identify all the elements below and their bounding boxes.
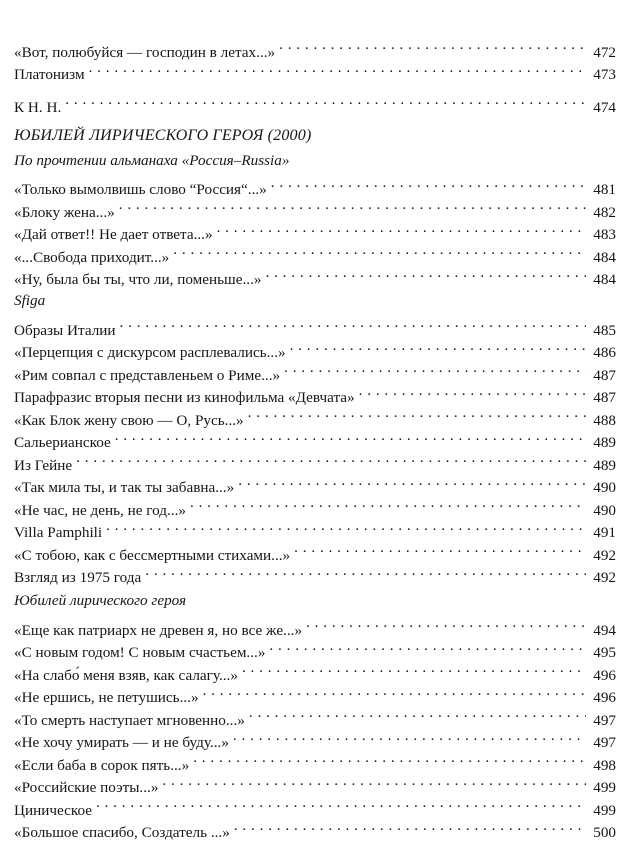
entry-title: «Так мила ты, и так ты забавна...» bbox=[14, 479, 235, 496]
dot-leader bbox=[359, 380, 586, 403]
entry-title: Парафразис вторыя песни из кинофильма «Девчата» bbox=[14, 389, 355, 406]
entry-page: 492 bbox=[593, 569, 616, 586]
entry-title: «Еще как патриарх не древен я, но все же...» bbox=[14, 621, 303, 639]
entry-title: «Только вымолвишь слово “Россия“...» bbox=[14, 181, 267, 198]
entry-title: «Российские поэты...» bbox=[14, 779, 159, 796]
entry-title: «Перцепция с дискурсом расплевались...» bbox=[14, 344, 286, 361]
entry-title: Сальерианское bbox=[14, 434, 111, 451]
entry-title: «С тобою, как с бессмертными стихами...» bbox=[14, 546, 291, 564]
dot-leader bbox=[119, 194, 586, 217]
dot-leader bbox=[115, 425, 586, 448]
entry-title: «...Свобода приходит...» bbox=[14, 248, 170, 266]
dot-leader bbox=[290, 335, 586, 358]
entry-page: 497 bbox=[593, 734, 616, 751]
entry-title: Образы Италии bbox=[14, 321, 116, 339]
group-heading-sfiga: Sfiga bbox=[14, 292, 46, 309]
entry-page: 472 bbox=[593, 43, 616, 61]
entry-title: «Рим совпал с представленьем о Риме...» bbox=[14, 366, 281, 384]
group-heading-almanac: По прочтении альманаха «Россия–Russia» bbox=[14, 151, 290, 169]
dot-leader bbox=[248, 402, 586, 425]
entry-page: 500 bbox=[593, 824, 616, 841]
entry-page: 499 bbox=[593, 779, 616, 796]
dot-leader bbox=[120, 312, 586, 335]
toc-entry bbox=[14, 57, 616, 83]
toc-entry bbox=[14, 172, 616, 198]
entry-page: 499 bbox=[593, 801, 616, 819]
entry-title: «На слабо́ меня взяв, как салагу...» bbox=[14, 666, 238, 684]
table-of-contents bbox=[14, 34, 616, 841]
dot-leader bbox=[89, 57, 586, 80]
entry-title: «Ну, была бы ты, что ли, поменьше...» bbox=[14, 271, 262, 288]
toc-entry bbox=[14, 447, 616, 474]
entry-page: 481 bbox=[593, 181, 616, 198]
entry-title: «Не час, не день, не год...» bbox=[14, 501, 186, 519]
entry-page: 488 bbox=[593, 411, 616, 429]
toc-entry bbox=[14, 312, 616, 339]
entry-page: 495 bbox=[593, 644, 616, 661]
toc-entry bbox=[14, 792, 616, 819]
toc-entry bbox=[14, 470, 616, 496]
entry-page: 497 bbox=[593, 711, 616, 729]
dot-leader bbox=[217, 217, 586, 240]
dot-leader bbox=[145, 560, 586, 583]
dot-leader bbox=[242, 657, 586, 680]
entry-page: 492 bbox=[593, 546, 616, 564]
entry-page: 484 bbox=[593, 248, 616, 266]
entry-title: «Не ершись, не петушись...» bbox=[14, 689, 199, 706]
entry-title: «Дай ответ!! Не дает ответа...» bbox=[14, 226, 213, 243]
dot-leader bbox=[249, 702, 586, 725]
group-sfiga-entries bbox=[14, 312, 616, 586]
group-jubilee-entries bbox=[14, 612, 616, 841]
entry-title: Циническое bbox=[14, 801, 92, 819]
entry-title: Платонизм bbox=[14, 66, 85, 83]
dot-leader bbox=[306, 612, 586, 635]
dot-leader bbox=[65, 89, 586, 112]
entry-page: 498 bbox=[593, 756, 616, 774]
section-title: ЮБИЛЕЙ ЛИРИЧЕСКОГО ГЕРОЯ (2000) bbox=[14, 126, 312, 144]
entry-title: Из Гейне bbox=[14, 456, 73, 474]
dot-leader bbox=[193, 747, 586, 770]
entry-title: Villa Pamphili bbox=[14, 524, 103, 541]
entry-page: 487 bbox=[593, 366, 616, 384]
dot-leader bbox=[271, 172, 586, 195]
dot-leader bbox=[265, 262, 586, 285]
entry-page: 489 bbox=[593, 456, 616, 474]
entry-page: 489 bbox=[593, 434, 616, 451]
entry-title: «Вот, полюбуйся — господин в летах...» bbox=[14, 43, 276, 61]
top-entries bbox=[14, 34, 616, 83]
group-heading-jubilee: Юбилей лирического героя bbox=[14, 592, 187, 609]
spacer bbox=[14, 79, 616, 89]
entry-title: «Как Блок жену свою — О, Русь...» bbox=[14, 411, 244, 429]
entry-page: 483 bbox=[593, 226, 616, 243]
entry-page: 474 bbox=[593, 98, 616, 116]
dot-leader bbox=[173, 239, 586, 262]
dot-leader bbox=[294, 537, 586, 560]
entry-page: 491 bbox=[593, 524, 616, 541]
entry-title: «Большое спасибо, Создатель ...» bbox=[14, 824, 230, 841]
entry-page: 490 bbox=[593, 501, 616, 519]
entry-page: 494 bbox=[593, 621, 616, 639]
entry-title: К Н. Н. bbox=[14, 98, 62, 116]
entry-title: «Если баба в сорок пять...» bbox=[14, 756, 190, 774]
dot-leader bbox=[233, 725, 586, 748]
dot-leader bbox=[106, 515, 586, 538]
dot-leader bbox=[203, 680, 586, 703]
dot-leader bbox=[234, 815, 586, 838]
entry-page: 485 bbox=[593, 321, 616, 339]
entry-title: «Не хочу умирать — и не буду...» bbox=[14, 734, 229, 751]
dot-leader bbox=[284, 357, 586, 380]
dot-leader bbox=[76, 447, 586, 470]
dot-leader bbox=[190, 492, 586, 515]
dot-leader bbox=[96, 792, 586, 815]
entry-page: 482 bbox=[593, 203, 616, 221]
entry-title: «Блоку жена...» bbox=[14, 203, 115, 221]
entry-page: 484 bbox=[593, 271, 616, 288]
entry-page: 486 bbox=[593, 344, 616, 361]
toc-entry-kn bbox=[14, 89, 616, 116]
entry-page: 490 bbox=[593, 479, 616, 496]
entry-page: 496 bbox=[593, 666, 616, 684]
toc-entry bbox=[14, 612, 616, 639]
entry-page: 473 bbox=[593, 66, 616, 83]
entry-page: 496 bbox=[593, 689, 616, 706]
dot-leader bbox=[279, 34, 586, 57]
entry-page: 487 bbox=[593, 389, 616, 406]
entry-title: «То смерть наступает мгновенно...» bbox=[14, 711, 245, 729]
toc-entry bbox=[14, 34, 616, 61]
dot-leader bbox=[162, 770, 586, 793]
dot-leader bbox=[269, 635, 586, 658]
toc-entry bbox=[14, 815, 616, 841]
dot-leader bbox=[238, 470, 586, 493]
group-almanac-entries bbox=[14, 172, 616, 288]
entry-title: Взгляд из 1975 года bbox=[14, 569, 142, 586]
entry-title: «С новым годом! С новым счастьем...» bbox=[14, 644, 266, 661]
